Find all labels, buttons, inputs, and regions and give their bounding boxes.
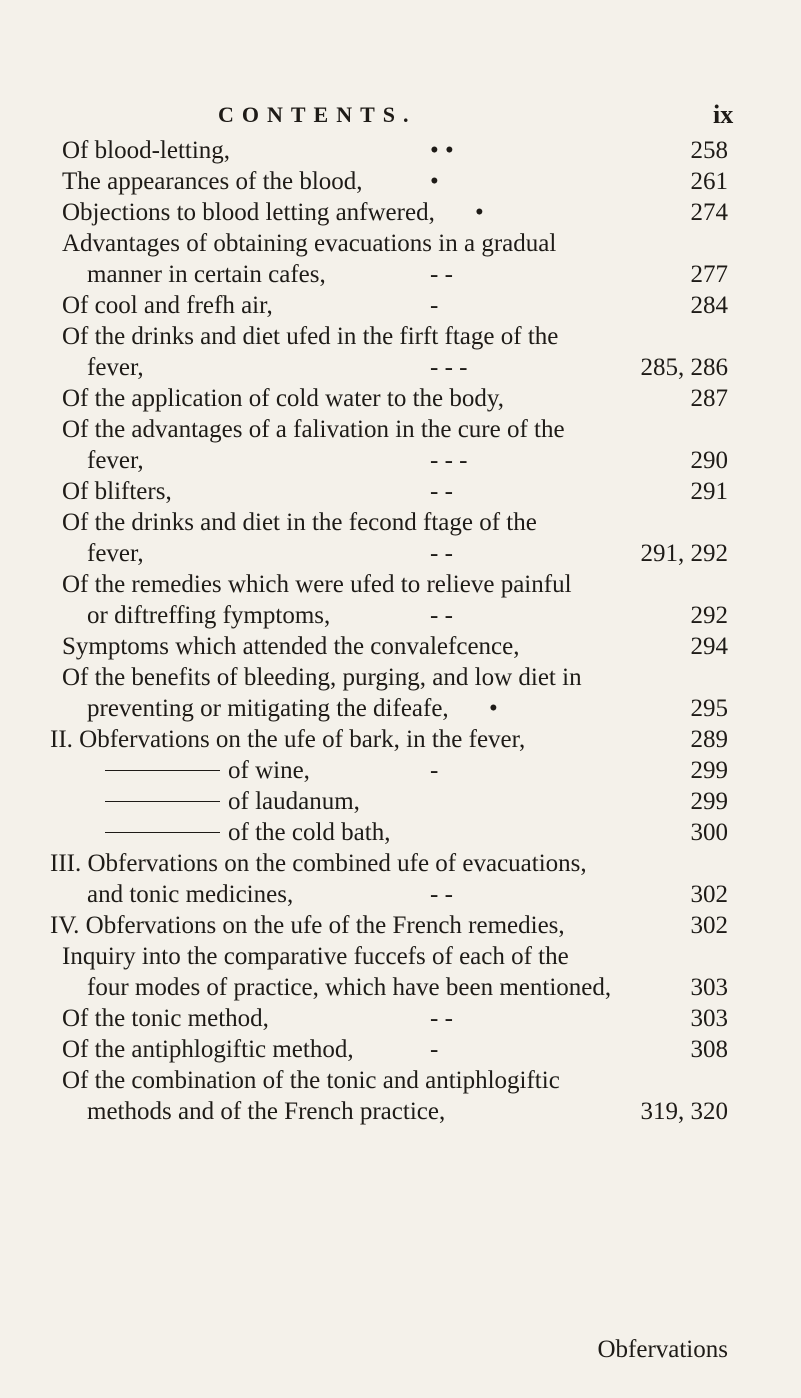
table-of-contents (0, 135, 801, 1127)
toc-entry (0, 941, 801, 1003)
toc-leaders: - - - (430, 447, 468, 474)
ditto-rule (105, 832, 220, 833)
toc-entry-line (0, 1003, 801, 1034)
catchword: Obfervations (597, 1336, 728, 1363)
toc-entry-text: fever, (87, 540, 144, 567)
toc-leaders: - - (430, 478, 453, 505)
toc-entry-text: of wine, (105, 755, 310, 786)
toc-leaders: • (430, 168, 439, 195)
toc-entry (0, 166, 801, 197)
toc-entry-line (0, 228, 801, 259)
toc-entry-text: fever, (87, 354, 144, 381)
toc-entry-line (0, 693, 801, 724)
toc-entry-line (0, 786, 801, 817)
toc-entry-text: of laudanum, (105, 786, 360, 817)
toc-entry-line (0, 197, 801, 228)
toc-entry-text: Symptoms which attended the convalefcence, (62, 633, 520, 660)
toc-entry-line (0, 631, 801, 662)
toc-page-number: 277 (690, 261, 728, 288)
toc-entry (0, 507, 801, 569)
toc-entry-text: Of cool and frefh air, (62, 292, 273, 319)
toc-leaders: - (430, 1036, 439, 1063)
toc-leaders: - - (430, 1005, 453, 1032)
toc-leaders: - - (430, 602, 453, 629)
toc-entry-text: II. Obfervations on the ufe of bark, in the fever, (50, 726, 526, 753)
toc-page-number: 303 (690, 974, 728, 1001)
toc-entry (0, 631, 801, 662)
toc-entry-line (0, 507, 801, 538)
toc-entry-text: methods and of the French practice, (87, 1098, 446, 1125)
toc-page-number: 300 (690, 819, 728, 846)
toc-page-number: 308 (690, 1036, 728, 1063)
toc-entry-line (0, 972, 801, 1003)
toc-entry-line (0, 166, 801, 197)
toc-page-number: 261 (690, 168, 728, 195)
toc-entry-text: Of the tonic method, (62, 1005, 269, 1032)
toc-entry-line (0, 910, 801, 941)
toc-entry-text: Of the drinks and diet in the fecond ftage of the (62, 509, 537, 536)
toc-leaders: - - (430, 540, 453, 567)
toc-leaders: - (430, 292, 439, 319)
toc-leaders: - - (430, 881, 453, 908)
toc-entry (0, 414, 801, 476)
toc-entry-line (0, 755, 801, 786)
toc-entry-line (0, 290, 801, 321)
toc-entry-line (0, 135, 801, 166)
toc-entry-line (0, 724, 801, 755)
toc-entry (0, 228, 801, 290)
toc-entry-text: Of the combination of the tonic and antiphlogiftic (62, 1067, 560, 1094)
toc-entry (0, 476, 801, 507)
toc-entry-line (0, 352, 801, 383)
toc-entry (0, 135, 801, 166)
toc-page-number: 302 (690, 881, 728, 908)
running-head-title: CONTENTS. (218, 102, 417, 127)
toc-entry (0, 848, 801, 910)
toc-entry-text: Of the application of cold water to the body, (62, 385, 504, 412)
running-head (0, 100, 801, 140)
toc-entry-text: Of the drinks and diet ufed in the firft ftage of the (62, 323, 559, 350)
toc-entry (0, 290, 801, 321)
toc-entry-line (0, 817, 801, 848)
toc-entry-text: III. Obfervations on the combined ufe of evacuations, (50, 850, 587, 877)
toc-entry (0, 910, 801, 941)
toc-entry-line (0, 259, 801, 290)
toc-entry-text: or diftreffing fymptoms, (87, 602, 331, 629)
ditto-rule (105, 801, 220, 802)
toc-entry-line (0, 941, 801, 972)
toc-leaders: • (475, 199, 484, 226)
toc-entry-text: Of the remedies which were ufed to relieve painful (62, 571, 572, 598)
toc-entry-text: Inquiry into the comparative fuccefs of each of the (62, 943, 569, 970)
toc-leaders: - - (430, 261, 453, 288)
toc-entry-line (0, 848, 801, 879)
toc-entry-line (0, 600, 801, 631)
toc-entry (0, 1034, 801, 1065)
toc-entry-text: preventing or mitigating the difeafe, (87, 695, 449, 722)
toc-page-number: 295 (690, 695, 728, 722)
toc-entry-line (0, 1096, 801, 1127)
toc-page-number: 290 (690, 447, 728, 474)
toc-page-number: 299 (690, 757, 728, 784)
toc-leaders: - (430, 757, 439, 784)
toc-entry-line (0, 445, 801, 476)
running-head-page-number: ix (713, 100, 734, 129)
toc-page-number: 289 (690, 726, 728, 753)
toc-page-number: 294 (690, 633, 728, 660)
toc-entry-text: of the cold bath, (105, 817, 390, 848)
toc-entry-line (0, 538, 801, 569)
toc-leaders: - - - (430, 354, 468, 381)
toc-entry (0, 383, 801, 414)
toc-entry-text: Of blifters, (62, 478, 172, 505)
toc-entry-line (0, 1065, 801, 1096)
toc-entry-line (0, 879, 801, 910)
toc-entry-line (0, 569, 801, 600)
toc-entry-text: and tonic medicines, (87, 881, 294, 908)
toc-page-number: 319, 320 (640, 1098, 728, 1125)
toc-entry-text: Of the antiphlogiftic method, (62, 1036, 354, 1063)
toc-entry-line (0, 383, 801, 414)
toc-entry (0, 1003, 801, 1034)
toc-page-number: 274 (690, 199, 728, 226)
toc-entry-text: The appearances of the blood, (62, 168, 363, 195)
toc-entry (0, 755, 801, 786)
toc-entry-text: Of blood-letting, (62, 137, 231, 164)
toc-page-number: 292 (690, 602, 728, 629)
toc-page-number: 303 (690, 1005, 728, 1032)
toc-entry (0, 1065, 801, 1127)
toc-entry-text: IV. Obfervations on the ufe of the French remedies, (50, 912, 565, 939)
toc-entry-text: fever, (87, 447, 144, 474)
toc-leaders: • (489, 695, 498, 722)
toc-entry-text: four modes of practice, which have been mentioned, (87, 974, 612, 1001)
toc-entry (0, 786, 801, 817)
toc-entry-text: manner in certain cafes, (87, 261, 326, 288)
toc-entry (0, 197, 801, 228)
toc-entry-text: Of the advantages of a falivation in the cure of the (62, 416, 565, 443)
toc-leaders: • • (430, 137, 454, 164)
toc-page-number: 302 (690, 912, 728, 939)
toc-entry (0, 662, 801, 724)
toc-page-number: 291 (690, 478, 728, 505)
toc-page-number: 299 (690, 788, 728, 815)
toc-entry-line (0, 662, 801, 693)
toc-entry-text: Advantages of obtaining evacuations in a gradual (62, 230, 557, 257)
toc-entry (0, 569, 801, 631)
ditto-rule (105, 770, 220, 771)
toc-page-number: 287 (690, 385, 728, 412)
toc-entry-text: Of the benefits of bleeding, purging, and low diet in (62, 664, 582, 691)
toc-entry (0, 817, 801, 848)
toc-entry-line (0, 414, 801, 445)
toc-entry-text: Objections to blood letting anfwered, (62, 199, 435, 226)
toc-page-number: 258 (690, 137, 728, 164)
toc-entry (0, 321, 801, 383)
toc-entry-line (0, 321, 801, 352)
toc-entry (0, 724, 801, 755)
toc-page-number: 285, 286 (640, 354, 728, 381)
toc-page-number: 284 (690, 292, 728, 319)
toc-page-number: 291, 292 (640, 540, 728, 567)
toc-entry-line (0, 476, 801, 507)
toc-entry-line (0, 1034, 801, 1065)
